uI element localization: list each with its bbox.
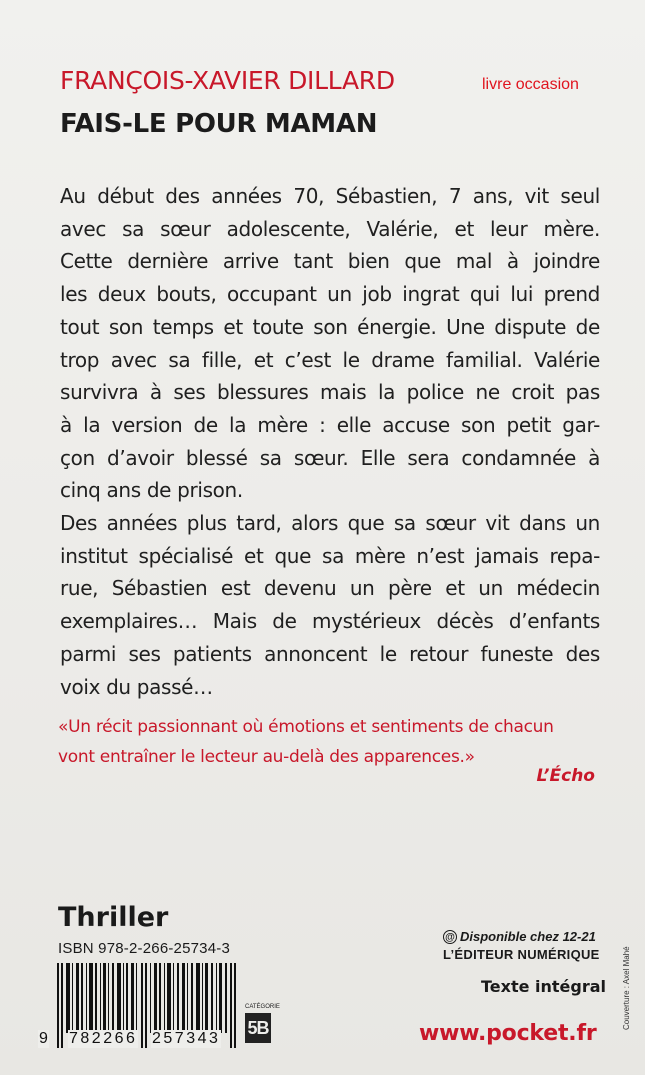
digital-availability [443,929,600,962]
watermark-label: livre occasion [482,76,579,93]
at-icon: @ [443,930,457,944]
synopsis-line: institut spécialisé et que sa mère n’est jamais repa- [60,543,600,568]
genre-label: Thriller [58,902,169,933]
synopsis-line: rue, Sébastien est devenu un père et un médecin [60,576,600,601]
synopsis-line: çon d’avoir blessé sa sœur. Elle sera condamnée à [60,445,600,470]
barcode-group1: 782266 [69,1030,138,1047]
category-code: 5B [245,1013,271,1043]
digital-line1: Disponible chez 12-21 [460,929,596,944]
synopsis-line: Des années plus tard, alors que sa sœur vit dans un [60,511,600,536]
category-label: CATÉGORIE [245,1004,280,1010]
cover-credit: Couverture : Axel Mahé [622,946,631,1030]
synopsis-line: trop avec sa fille, et c’est le drame familial. Valérie [60,347,600,372]
quote-line: vont entraîner le lecteur au-delà des apparences.» [58,747,475,767]
barcode-first-digit: 9 [39,1030,48,1047]
publisher-website[interactable]: www.pocket.fr [419,1021,597,1046]
synopsis [60,180,600,703]
synopsis-line: les deux bouts, occupant un job ingrat qui lui prend [60,282,600,307]
press-quote [58,712,598,772]
synopsis-line: avec sa sœur adolescente, Valérie, et leur mère. [60,216,600,241]
quote-source: L’Écho [536,766,595,786]
full-text-label: Texte intégral [481,977,607,996]
synopsis-line: exemplaires… Mais de mystérieux décès d’enfants [60,609,600,634]
book-title: FAIS-LE POUR MAMAN [60,109,378,139]
synopsis-line: Au début des années 70, Sébastien, 7 ans, vit seul [60,184,600,208]
synopsis-line: survivra à ses blessures mais la police ne croit pas [60,380,600,405]
digital-line2: L’ÉDITEUR NUMÉRIQUE [443,947,600,962]
synopsis-line: tout son temps et toute son énergie. Une dispute de [60,314,600,339]
synopsis-line: parmi ses patients annoncent le retour funeste des [60,641,600,666]
author-name: FRANÇOIS-XAVIER DILLARD [60,66,395,95]
quote-line: «Un récit passionnant où émotions et sentiments de chacun [58,717,554,737]
synopsis-line: cinq ans de prison. [60,478,243,503]
barcode-group2: 257343 [152,1030,221,1047]
synopsis-line: voix du passé… [60,674,213,699]
synopsis-line: Cette dernière arrive tant bien que mal à joindre [60,249,600,274]
isbn-number: ISBN 978-2-266-25734-3 [58,940,231,957]
category-badge [245,1003,280,1043]
synopsis-line: à la version de la mère : elle accuse son petit gar- [60,412,600,437]
